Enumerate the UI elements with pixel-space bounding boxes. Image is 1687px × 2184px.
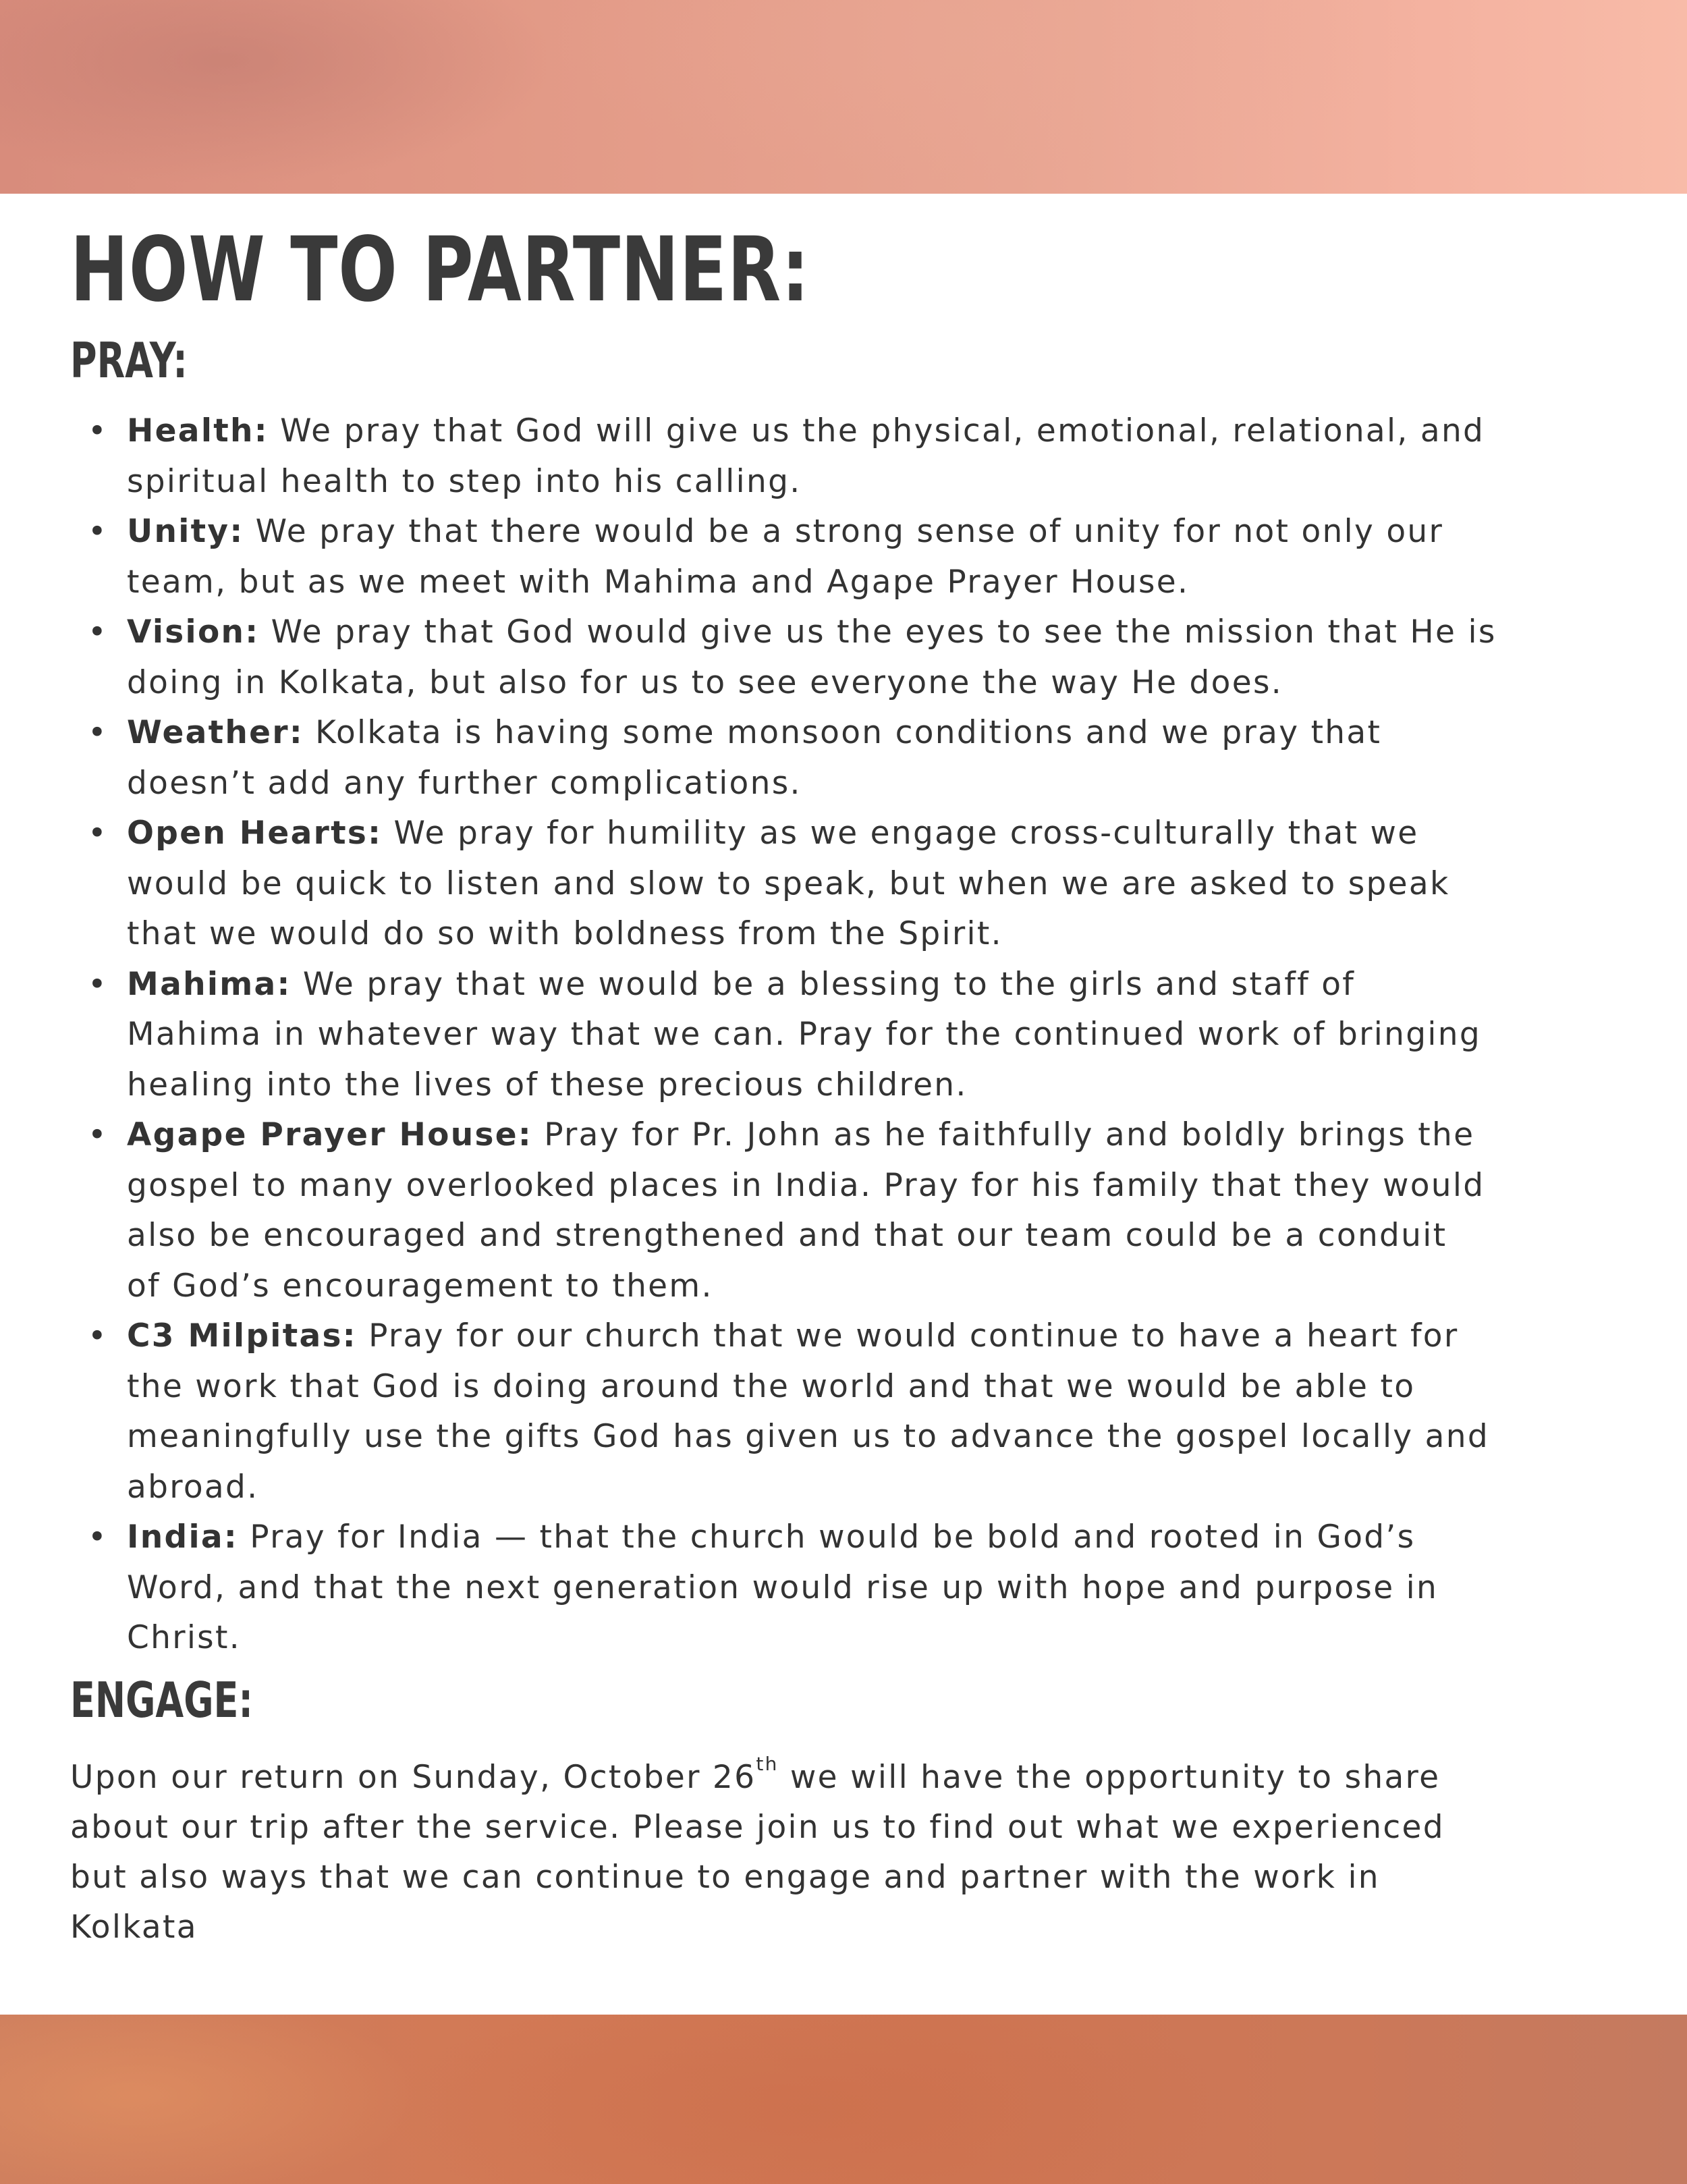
bullet-icon: • [88, 815, 109, 852]
pray-item-text: Kolkata is having some monsoon conditions and we pray that doesn’t add any further complications. [127, 714, 1382, 802]
bullet-icon: • [88, 714, 109, 751]
list-item [70, 1512, 1541, 1664]
list-item [70, 607, 1541, 708]
list-item [70, 960, 1541, 1111]
date-ordinal-suffix: th [756, 1752, 779, 1775]
engage-heading: ENGAGE: [70, 1671, 254, 1728]
pray-item-label: Health: [127, 412, 269, 449]
pray-item-label: Open Hearts: [127, 815, 383, 852]
pray-item-text: Pray for India — that the church would be bold and rooted in God’s Word, and that the next generation would rise up with hope and purpose in Christ. [127, 1519, 1439, 1656]
pray-item-text: Pray for Pr. John as he faithfully and boldly brings the gospel to many overlooked places in India. Pray for his family that they would also be encouraged and strengthened and that our team could be a conduit of God’s encouragement to them. [127, 1116, 1485, 1305]
list-item [70, 1110, 1541, 1311]
bullet-icon: • [88, 1317, 109, 1355]
bottom-banner-image [0, 2015, 1687, 2184]
engage-text-start: Upon our return on Sunday, October 26 [70, 1758, 756, 1796]
list-item [70, 406, 1541, 507]
pray-item-text: We pray that we would be a blessing to the girls and staff of Mahima in whatever way that we can. Pray for the continued work of bringing healing into the lives of these precious children. [127, 965, 1481, 1103]
bullet-icon: • [88, 412, 109, 449]
pray-item-label: Mahima: [127, 965, 292, 1003]
top-banner-image [0, 0, 1687, 194]
pray-item-label: Agape Prayer House: [127, 1116, 532, 1153]
bullet-icon: • [88, 965, 109, 1003]
pray-item-label: C3 Milpitas: [127, 1317, 357, 1355]
pray-item-label: India: [127, 1519, 239, 1556]
page-content [70, 218, 1541, 1984]
list-item [70, 1311, 1541, 1512]
pray-item-text: We pray that there would be a strong sense of unity for not only our team, but as we meet with Mahima and Agape Prayer House. [127, 513, 1444, 601]
engage-paragraph [70, 1753, 1541, 1953]
pray-item-text: We pray for humility as we engage cross-culturally that we would be quick to listen and slow to speak, but when we are asked to speak that we would do so with boldness from the Spirit. [127, 815, 1450, 952]
list-item [70, 507, 1541, 607]
pray-item-text: We pray that God will give us the physical, emotional, relational, and spiritual health to step into his calling. [127, 412, 1485, 500]
bullet-icon: • [88, 1116, 109, 1153]
pray-item-label: Weather: [127, 714, 304, 751]
list-item [70, 708, 1541, 809]
pray-item-label: Unity: [127, 513, 244, 550]
pray-item-label: Vision: [127, 613, 260, 651]
list-item [70, 809, 1541, 960]
pray-list [70, 406, 1541, 1664]
bullet-icon: • [88, 613, 109, 651]
bullet-icon: • [88, 1519, 109, 1556]
bullet-icon: • [88, 513, 109, 550]
page-title: HOW TO PARTNER: [70, 218, 810, 322]
engage-text-end: we will have the opportunity to share about our trip after the service. Please join us to find out what we experienced but also ways that we can continue to engage and partner with the work in Kolkata [70, 1758, 1445, 1946]
pray-item-text: Pray for our church that we would continue to have a heart for the work that God is doing around the world and that we would be able to meaningfully use the gifts God has given us to advance the gospel locally and abroad. [127, 1317, 1489, 1506]
pray-item-text: We pray that God would give us the eyes to see the mission that He is doing in Kolkata, but also for us to see everyone the way He does. [127, 613, 1497, 701]
pray-heading: PRAY: [70, 332, 188, 389]
